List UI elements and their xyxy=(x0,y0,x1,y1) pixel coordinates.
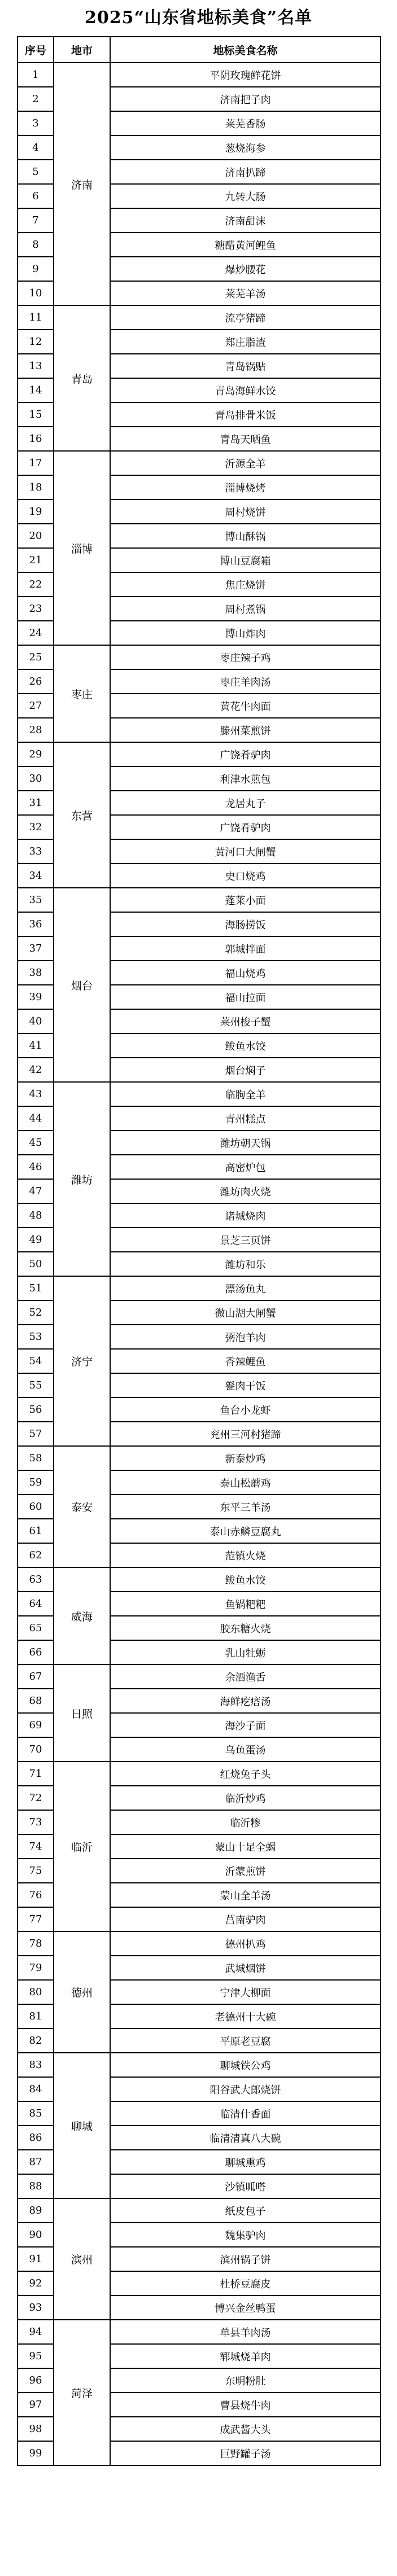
food-name-cell: 莒南驴肉 xyxy=(110,1907,381,1931)
row-index: 82 xyxy=(18,2029,54,2053)
table-row xyxy=(18,63,381,87)
food-name-cell: 郑庄脂渣 xyxy=(110,330,381,354)
food-name-cell: 老德州十大碗 xyxy=(110,2004,381,2029)
food-name-cell: 九转大肠 xyxy=(110,184,381,208)
row-index: 50 xyxy=(18,1252,54,1276)
food-name-cell: 流亭猪蹄 xyxy=(110,305,381,330)
food-name-cell: 福山烧鸡 xyxy=(110,961,381,985)
row-index: 64 xyxy=(18,1592,54,1616)
table-row xyxy=(18,2053,381,2077)
city-cell: 威海 xyxy=(54,1567,110,1664)
food-name-cell: 乌鱼蛋汤 xyxy=(110,1737,381,1762)
row-index: 76 xyxy=(18,1883,54,1907)
food-name-cell: 景芝三页饼 xyxy=(110,1228,381,1252)
row-index: 39 xyxy=(18,985,54,1009)
city-cell: 淄博 xyxy=(54,451,110,645)
food-name-cell: 德州扒鸡 xyxy=(110,1931,381,1956)
food-list-table xyxy=(17,36,381,2466)
header-row xyxy=(18,37,381,63)
row-index: 11 xyxy=(18,305,54,330)
row-index: 84 xyxy=(18,2077,54,2101)
food-name-cell: 巨野罐子汤 xyxy=(110,2441,381,2465)
food-name-cell: 莱芜羊汤 xyxy=(110,281,381,305)
food-name-cell: 枣庄羊肉汤 xyxy=(110,669,381,694)
row-index: 57 xyxy=(18,1422,54,1446)
food-name-cell: 魏集驴肉 xyxy=(110,2223,381,2247)
city-cell: 德州 xyxy=(54,1931,110,2053)
table-row xyxy=(18,1762,381,1786)
food-name-cell: 高密炉包 xyxy=(110,1155,381,1179)
food-name-cell: 海鲜疙瘩汤 xyxy=(110,1689,381,1713)
row-index: 87 xyxy=(18,2150,54,2174)
table-row xyxy=(18,2198,381,2223)
row-index: 12 xyxy=(18,330,54,354)
row-index: 8 xyxy=(18,233,54,257)
table-body xyxy=(18,63,381,2465)
row-index: 49 xyxy=(18,1228,54,1252)
food-name-cell: 粥泡羊肉 xyxy=(110,1325,381,1349)
row-index: 4 xyxy=(18,135,54,160)
row-index: 33 xyxy=(18,839,54,864)
food-name-cell: 临沂炒鸡 xyxy=(110,1786,381,1810)
row-index: 15 xyxy=(18,402,54,427)
row-index: 96 xyxy=(18,2368,54,2393)
food-name-cell: 武城烟饼 xyxy=(110,1956,381,1980)
row-index: 71 xyxy=(18,1762,54,1786)
food-name-cell: 青岛锅贴 xyxy=(110,354,381,378)
row-index: 34 xyxy=(18,864,54,888)
row-index: 89 xyxy=(18,2198,54,2223)
food-name-cell: 新泰炒鸡 xyxy=(110,1446,381,1470)
city-cell: 菏泽 xyxy=(54,2320,110,2465)
row-index: 45 xyxy=(18,1131,54,1155)
row-index: 19 xyxy=(18,500,54,524)
row-index: 52 xyxy=(18,1300,54,1325)
food-name-cell: 聊城铁公鸡 xyxy=(110,2053,381,2077)
row-index: 78 xyxy=(18,1931,54,1956)
food-name-cell: 单县羊肉汤 xyxy=(110,2320,381,2344)
food-name-cell: 烟台焖子 xyxy=(110,1058,381,1082)
row-index: 99 xyxy=(18,2441,54,2465)
city-cell: 济南 xyxy=(54,63,110,305)
food-name-cell: 龙居丸子 xyxy=(110,791,381,815)
food-name-cell: 福山拉面 xyxy=(110,985,381,1009)
food-name-cell: 广饶肴驴肉 xyxy=(110,742,381,766)
row-index: 81 xyxy=(18,2004,54,2029)
city-cell: 青岛 xyxy=(54,305,110,451)
table-row xyxy=(18,1567,381,1592)
row-index: 26 xyxy=(18,669,54,694)
food-name-cell: 黄花牛肉面 xyxy=(110,694,381,718)
row-index: 2 xyxy=(18,87,54,111)
header-food: 地标美食名称 xyxy=(110,37,381,63)
food-name-cell: 焦庄烧饼 xyxy=(110,572,381,597)
row-index: 90 xyxy=(18,2223,54,2247)
row-index: 62 xyxy=(18,1543,54,1567)
row-index: 29 xyxy=(18,742,54,766)
food-name-cell: 滨州锅子饼 xyxy=(110,2247,381,2271)
food-name-cell: 济南甜沫 xyxy=(110,208,381,233)
row-index: 43 xyxy=(18,1082,54,1106)
row-index: 18 xyxy=(18,475,54,500)
food-name-cell: 郓城烧羊肉 xyxy=(110,2344,381,2368)
row-index: 95 xyxy=(18,2344,54,2368)
row-index: 30 xyxy=(18,766,54,791)
table-row xyxy=(18,645,381,669)
food-name-cell: 爆炒腰花 xyxy=(110,257,381,281)
food-name-cell: 蒙山十足全蝎 xyxy=(110,1834,381,1859)
food-name-cell: 广饶肴驴肉 xyxy=(110,815,381,839)
food-name-cell: 红烧兔子头 xyxy=(110,1762,381,1786)
food-name-cell: 甏肉干饭 xyxy=(110,1373,381,1397)
city-cell: 烟台 xyxy=(54,888,110,1082)
food-name-cell: 滕州菜煎饼 xyxy=(110,718,381,742)
row-index: 85 xyxy=(18,2101,54,2126)
city-cell: 滨州 xyxy=(54,2198,110,2320)
food-name-cell: 青岛排骨米饭 xyxy=(110,402,381,427)
header-index: 序号 xyxy=(18,37,54,63)
row-index: 28 xyxy=(18,718,54,742)
food-name-cell: 兖州三河村猪蹄 xyxy=(110,1422,381,1446)
row-index: 40 xyxy=(18,1009,54,1033)
food-name-cell: 曹县烧牛肉 xyxy=(110,2393,381,2417)
row-index: 21 xyxy=(18,548,54,572)
food-name-cell: 济南把子肉 xyxy=(110,87,381,111)
row-index: 60 xyxy=(18,1495,54,1519)
row-index: 86 xyxy=(18,2126,54,2150)
food-name-cell: 沂蒙煎饼 xyxy=(110,1859,381,1883)
food-name-cell: 济南扒蹄 xyxy=(110,160,381,184)
row-index: 20 xyxy=(18,524,54,548)
food-name-cell: 泰山赤鳞豆腐丸 xyxy=(110,1519,381,1543)
food-name-cell: 糖醋黄河鲤鱼 xyxy=(110,233,381,257)
row-index: 72 xyxy=(18,1786,54,1810)
food-name-cell: 史口烧鸡 xyxy=(110,864,381,888)
row-index: 56 xyxy=(18,1397,54,1422)
food-name-cell: 宁津大柳面 xyxy=(110,1980,381,2004)
food-name-cell: 莱州梭子蟹 xyxy=(110,1009,381,1033)
food-name-cell: 青岛海鲜水饺 xyxy=(110,378,381,402)
row-index: 46 xyxy=(18,1155,54,1179)
row-index: 24 xyxy=(18,621,54,645)
city-cell: 聊城 xyxy=(54,2053,110,2198)
food-name-cell: 周村煮锅 xyxy=(110,597,381,621)
food-name-cell: 博兴金丝鸭蛋 xyxy=(110,2295,381,2320)
food-name-cell: 海沙子面 xyxy=(110,1713,381,1737)
row-index: 94 xyxy=(18,2320,54,2344)
row-index: 91 xyxy=(18,2247,54,2271)
row-index: 53 xyxy=(18,1325,54,1349)
city-cell: 日照 xyxy=(54,1664,110,1762)
food-name-cell: 青州糕点 xyxy=(110,1106,381,1131)
row-index: 73 xyxy=(18,1810,54,1834)
row-index: 1 xyxy=(18,63,54,87)
row-index: 38 xyxy=(18,961,54,985)
table-row xyxy=(18,451,381,475)
food-name-cell: 博山酥锅 xyxy=(110,524,381,548)
row-index: 66 xyxy=(18,1640,54,1664)
food-name-cell: 泰山松蘑鸡 xyxy=(110,1470,381,1495)
row-index: 51 xyxy=(18,1276,54,1300)
row-index: 6 xyxy=(18,184,54,208)
table-row xyxy=(18,742,381,766)
row-index: 69 xyxy=(18,1713,54,1737)
food-name-cell: 漂汤鱼丸 xyxy=(110,1276,381,1300)
table-row xyxy=(18,1931,381,1956)
food-name-cell: 临清清真八大碗 xyxy=(110,2126,381,2150)
row-index: 58 xyxy=(18,1446,54,1470)
row-index: 31 xyxy=(18,791,54,815)
food-name-cell: 淄博烧烤 xyxy=(110,475,381,500)
table-row xyxy=(18,1276,381,1300)
row-index: 23 xyxy=(18,597,54,621)
food-name-cell: 临沂糁 xyxy=(110,1810,381,1834)
row-index: 93 xyxy=(18,2295,54,2320)
table-row xyxy=(18,1082,381,1106)
row-index: 47 xyxy=(18,1179,54,1203)
row-index: 70 xyxy=(18,1737,54,1762)
food-name-cell: 乳山牡蛎 xyxy=(110,1640,381,1664)
table-row xyxy=(18,305,381,330)
food-name-cell: 余酒渔舌 xyxy=(110,1664,381,1689)
row-index: 98 xyxy=(18,2417,54,2441)
food-name-cell: 鱼锅粑粑 xyxy=(110,1592,381,1616)
food-name-cell: 沂源全羊 xyxy=(110,451,381,475)
city-cell: 泰安 xyxy=(54,1446,110,1567)
row-index: 59 xyxy=(18,1470,54,1495)
row-index: 79 xyxy=(18,1956,54,1980)
table-row xyxy=(18,888,381,912)
row-index: 77 xyxy=(18,1907,54,1931)
row-index: 3 xyxy=(18,111,54,135)
food-name-cell: 葱烧海参 xyxy=(110,135,381,160)
row-index: 67 xyxy=(18,1664,54,1689)
city-cell: 临沂 xyxy=(54,1762,110,1931)
food-name-cell: 枣庄辣子鸡 xyxy=(110,645,381,669)
row-index: 80 xyxy=(18,1980,54,2004)
row-index: 36 xyxy=(18,912,54,936)
row-index: 68 xyxy=(18,1689,54,1713)
food-name-cell: 青岛天晒鱼 xyxy=(110,427,381,451)
food-name-cell: 鲅鱼水饺 xyxy=(110,1567,381,1592)
food-name-cell: 诸城烧肉 xyxy=(110,1203,381,1228)
row-index: 65 xyxy=(18,1616,54,1640)
row-index: 5 xyxy=(18,160,54,184)
row-index: 74 xyxy=(18,1834,54,1859)
food-name-cell: 聊城熏鸡 xyxy=(110,2150,381,2174)
food-name-cell: 平阴玫瑰鲜花饼 xyxy=(110,63,381,87)
row-index: 97 xyxy=(18,2393,54,2417)
food-name-cell: 成武酱大头 xyxy=(110,2417,381,2441)
food-name-cell: 平原老豆腐 xyxy=(110,2029,381,2053)
row-index: 32 xyxy=(18,815,54,839)
food-name-cell: 潍坊肉火烧 xyxy=(110,1179,381,1203)
table-row xyxy=(18,1664,381,1689)
food-name-cell: 蒙山全羊汤 xyxy=(110,1883,381,1907)
row-index: 63 xyxy=(18,1567,54,1592)
food-name-cell: 潍坊和乐 xyxy=(110,1252,381,1276)
food-name-cell: 杜桥豆腐皮 xyxy=(110,2271,381,2295)
food-name-cell: 纸皮包子 xyxy=(110,2198,381,2223)
city-cell: 济宁 xyxy=(54,1276,110,1446)
food-name-cell: 东平三羊汤 xyxy=(110,1495,381,1519)
food-name-cell: 微山湖大闸蟹 xyxy=(110,1300,381,1325)
food-name-cell: 蓬莱小面 xyxy=(110,888,381,912)
table-row xyxy=(18,2320,381,2344)
row-index: 25 xyxy=(18,645,54,669)
food-name-cell: 博山炸肉 xyxy=(110,621,381,645)
row-index: 55 xyxy=(18,1373,54,1397)
row-index: 17 xyxy=(18,451,54,475)
row-index: 83 xyxy=(18,2053,54,2077)
food-name-cell: 郭城拌面 xyxy=(110,936,381,961)
row-index: 48 xyxy=(18,1203,54,1228)
food-name-cell: 沙镇呱嗒 xyxy=(110,2174,381,2198)
food-name-cell: 临清什香面 xyxy=(110,2101,381,2126)
row-index: 35 xyxy=(18,888,54,912)
city-cell: 枣庄 xyxy=(54,645,110,742)
city-cell: 东营 xyxy=(54,742,110,888)
row-index: 41 xyxy=(18,1033,54,1058)
row-index: 88 xyxy=(18,2174,54,2198)
food-name-cell: 东明粉肚 xyxy=(110,2368,381,2393)
food-name-cell: 阳谷武大郎烧饼 xyxy=(110,2077,381,2101)
food-name-cell: 鱼台小龙虾 xyxy=(110,1397,381,1422)
city-cell: 潍坊 xyxy=(54,1082,110,1276)
header-city: 地市 xyxy=(54,37,110,63)
row-index: 7 xyxy=(18,208,54,233)
table-row xyxy=(18,1446,381,1470)
row-index: 37 xyxy=(18,936,54,961)
row-index: 13 xyxy=(18,354,54,378)
row-index: 14 xyxy=(18,378,54,402)
food-name-cell: 博山豆腐箱 xyxy=(110,548,381,572)
row-index: 44 xyxy=(18,1106,54,1131)
row-index: 92 xyxy=(18,2271,54,2295)
row-index: 16 xyxy=(18,427,54,451)
row-index: 27 xyxy=(18,694,54,718)
food-name-cell: 鲅鱼水饺 xyxy=(110,1033,381,1058)
row-index: 75 xyxy=(18,1859,54,1883)
food-name-cell: 临朐全羊 xyxy=(110,1082,381,1106)
food-name-cell: 潍坊朝天锅 xyxy=(110,1131,381,1155)
food-name-cell: 胶东糖火烧 xyxy=(110,1616,381,1640)
food-name-cell: 范镇火烧 xyxy=(110,1543,381,1567)
food-name-cell: 黄河口大闸蟹 xyxy=(110,839,381,864)
document-title: 2025“山东省地标美食”名单 xyxy=(84,8,312,28)
food-name-cell: 周村烧饼 xyxy=(110,500,381,524)
row-index: 10 xyxy=(18,281,54,305)
food-name-cell: 香辣鲤鱼 xyxy=(110,1349,381,1373)
food-name-cell: 莱芜香肠 xyxy=(110,111,381,135)
food-name-cell: 海肠捞饭 xyxy=(110,912,381,936)
row-index: 54 xyxy=(18,1349,54,1373)
row-index: 9 xyxy=(18,257,54,281)
row-index: 42 xyxy=(18,1058,54,1082)
food-name-cell: 利津水煎包 xyxy=(110,766,381,791)
row-index: 22 xyxy=(18,572,54,597)
row-index: 61 xyxy=(18,1519,54,1543)
